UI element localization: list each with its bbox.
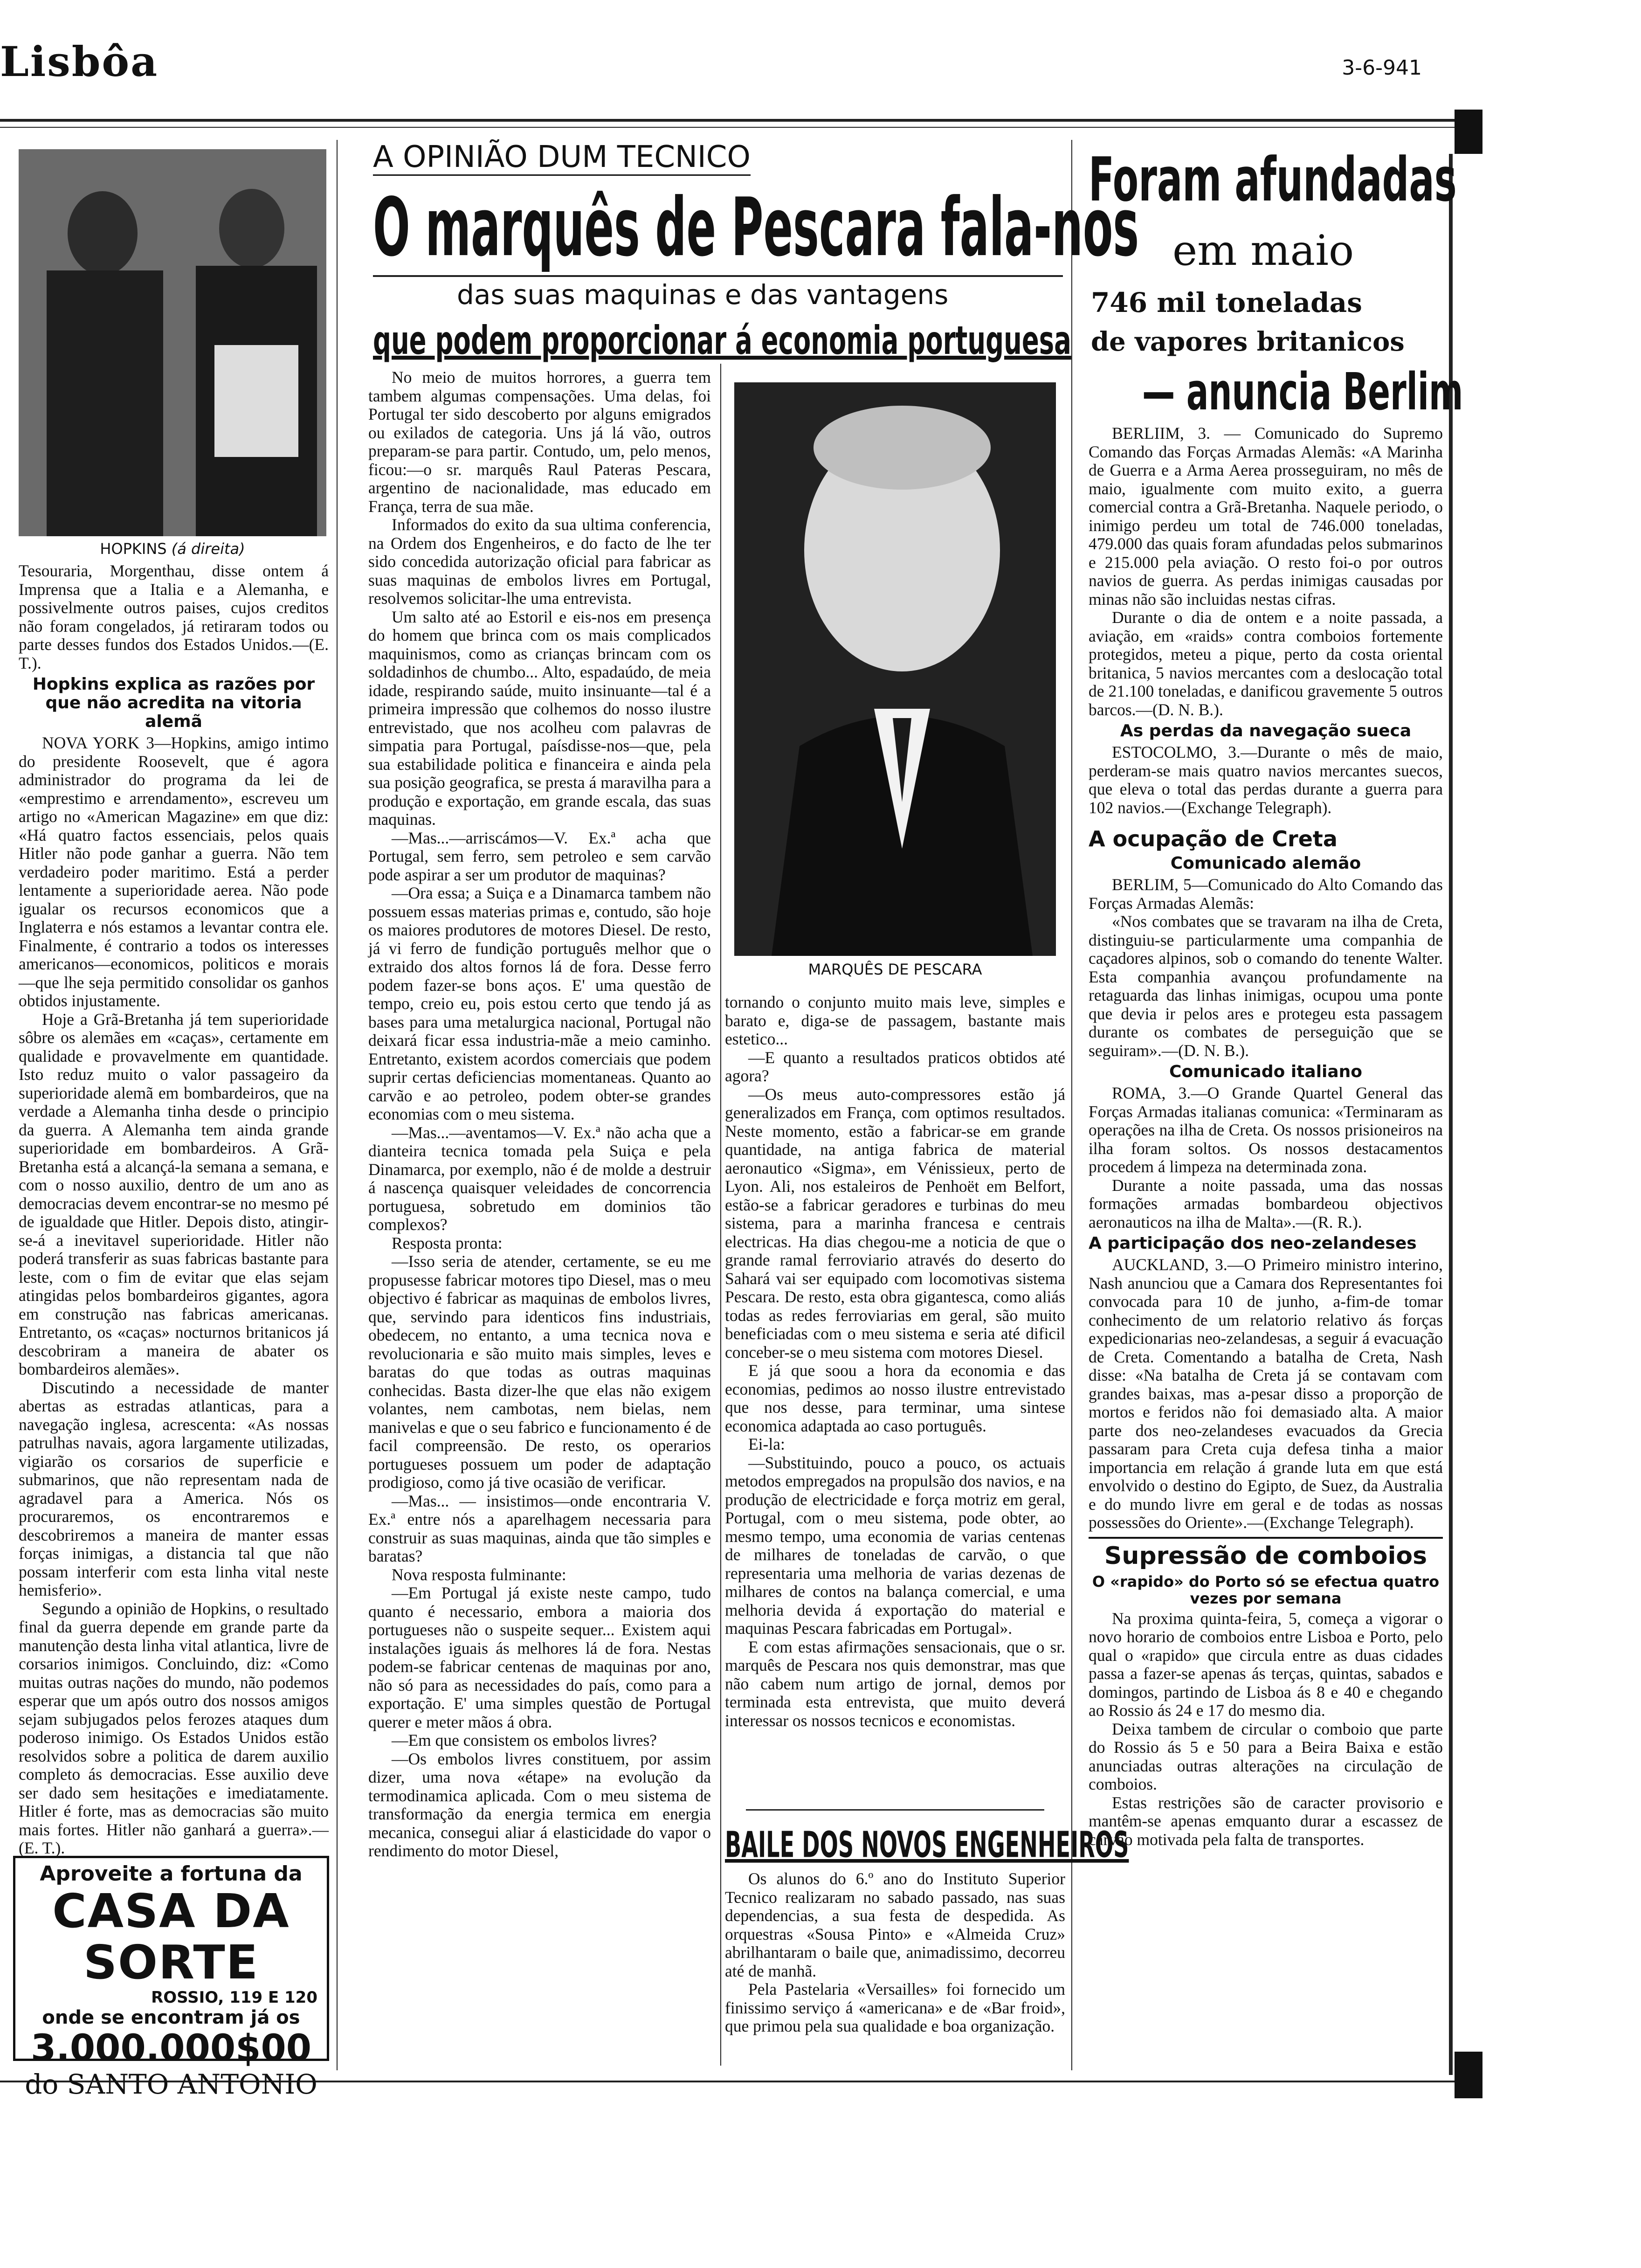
paragraph: Hoje a Grã-Bretanha já tem superioridade sôbre os alemães em «caças», certamente em qualidade e provavelmente em quantidade. Isto reduz muito o valor passageiro da superioridade alemã em bombardeiros, que na verdade a Alemanha tinha desde o principio da guerra. A Alemanha tem ainda grande superioridade em bombardeiros. A Grã-Bretanha está a alcançá-la semana a semana, e com o nosso auxilio, dentro de um ano as democracias devem encontrar-se no mesmo pé de igualdade que Hitler. Depois disto, atingir-se-á a inevitavel superioridade. Hitler não poderá transferir as suas fabricas bastante para leste, com o fim de evitar que elas sejam atingidas pelos bombardeiros gigantes, agora em construção nas fabricas americanas. Entretanto, os «caças» nocturnos britanicos já descobriram a maneira de abater os bombardeiros alemães». bbox=[19, 1010, 329, 1378]
portrait-icon bbox=[734, 382, 1056, 956]
ad-brand: CASA DA SORTE bbox=[52, 1884, 290, 1990]
masthead-title: Lisbôa bbox=[0, 37, 159, 86]
paragraph: —Em que consistem os embolos livres? bbox=[392, 1731, 657, 1749]
ad-address: ROSSIO, 119 E 120 bbox=[151, 1988, 317, 2007]
headline bbox=[373, 180, 1139, 275]
hopkins-heading: Hopkins explica as razões por que não acredita na vitoria alemã bbox=[32, 675, 315, 731]
paragraph: Ei-la: bbox=[748, 1435, 785, 1453]
paragraph: —Os meus auto-compressores estão já generalizados em França, com optimos resultados. Neste momento, estão a fabricar-se em grande quantidade, na antiga fabrica de material aeronautico «Sigma», em Vénissieux, perto de Lyon. Ali, nos estaleiros de Penhoët em Belfort, estão-se a fabricar geradores e turbinas do meu sistema, para a marinha francesa e centrais electricas. Ha dias chegou-me a noticia de que o grande ramal ferroviario através do deserto do Sahará vai ser equipado com locomotivas sistema Pescara. De resto, esta obra gigantesca, como aliás todas as redes ferroviarias em geral, são muito beneficiadas com o meu sistema e seria até dificil conceber-se o meu sistema com motores Diesel. bbox=[725, 1085, 1065, 1362]
headline-rule bbox=[373, 275, 1063, 277]
corner-block-top bbox=[1455, 110, 1482, 154]
paragraph: Nova resposta fulminante: bbox=[392, 1565, 566, 1584]
section-rule bbox=[1089, 1537, 1443, 1539]
issue-date: 3-6-941 bbox=[1342, 56, 1422, 80]
paragraph: tornando o conjunto muito mais leve, simples e barato e, diga-se de passagem, bastante mais estetico... bbox=[725, 993, 1065, 1048]
paragraph: Na proxima quinta-feira, 5, começa a vigorar o novo horario de comboios entre Lisboa e Porto, pelo qual o «rapido» que circula entre as duas cidades passa a fazer-se apenas ás terças, quintas, sabados e domingos, partindo de Lisboa ás 8 e 40 e chegando ao Rossio ás 24 e 17 do mesmo dia. bbox=[1089, 1609, 1443, 1720]
ad-line: Aproveite a fortuna da bbox=[40, 1862, 303, 1886]
paragraph: Segundo a opinião de Hopkins, o resultado final da guerra depende em grande parte da manutenção desta linha vital atlantica, livre de corsarios inimigos. Concluindo, diz: «Como muitas outras nações do mundo, não podemos esperar que um após outro dos nossos amigos sejam subjugados pelos ferozes ataques dum poderoso inimigo. Os Estados Unidos estão resolvidos sobre a politica de darem auxilio completo ás democracias. Esse auxilio deve ser dado sem hesitações e imediatamente. Hitler é forte, mas as democracias são muito mais fortes. Hitler não ganhará a guerra».—(E. T.). bbox=[19, 1599, 329, 1857]
paragraph: «Nos combates que se travaram na ilha de Creta, distinguiu-se particularmente uma companhia de caçadores alpinos, sob o comando do tenente Walter. Esta companhia avançou profundamente na retaguarda das linhas inimigas, ocupou uma ponte que devia ir pelos ares e protegeu esta passagem durante os combates de perseguição que se seguiram».—(D. N. B.). bbox=[1089, 912, 1443, 1060]
paragraph: No meio de muitos horrores, a guerra tem tambem algumas compensações. Uma delas, foi Portugal ter sido descoberto por alguns emigrados ou exilados de categoria. Uns já lá vão, outros preparam-se para partir. Contudo, um, pelo menos, ficou:—o sr. marquês Raul Pateras Pescara, argentino de nacionalidade, mas educado em França, terra de sua mãe. bbox=[368, 368, 711, 516]
right-headline-1: Foram afundadas bbox=[1089, 144, 1457, 215]
paragraph: Durante a noite passada, uma das nossas formações armadas bombardeou objectivos aeronauticos na ilha de Malta».—(R. R.). bbox=[1089, 1175, 1443, 1231]
right-headline-2: em maio bbox=[1172, 226, 1354, 275]
paragraph: E com estas afirmações sensacionais, que o sr. marquês de Pescara nos quis demonstrar, mas que não cabem num artigo de jornal, demos por terminada esta entrevista, que muito deverá interessar os nossos tecnicos e economistas. bbox=[725, 1637, 1065, 1730]
baile-title: BAILE DOS NOVOS ENGENHEIROS bbox=[725, 1824, 1129, 1866]
ad-line: do SANTO ANTONIO bbox=[25, 2068, 317, 2100]
paragraph: NOVA YORK 3—Hopkins, amigo intimo do presidente Roosevelt, que é agora administrador do programa da lei de «emprestimo e arrendamento», escreveu um artigo no «American Magazine» em que diz: «Há quatro factos essenciais, pelos quais Hitler não pode ganhar a guerra. Não tem verdadeiro poder maritimo. Está a perder lentamente a superioridade aerea. Não pode igualar os recursos economicos que a Inglaterra e nós estamos a levantar contra ele. Finalmente, é contrario a todos os interesses americanos—economicos, politicos e morais—que lhe seja permitido consolidar os ganhos obtidos injustamente. bbox=[19, 733, 329, 1010]
column-divider bbox=[720, 364, 721, 2066]
paragraph: Pela Pastelaria «Versailles» foi fornecido um finissimo serviço á «americana» e de «Bar froid», que primou pela sua qualidade e boa organização. bbox=[725, 1980, 1065, 2035]
paragraph: Deixa tambem de circular o comboio que parte do Rossio ás 5 e 50 para a Beira Baixa e estão anunciadas outras alterações na circulação de comboios. bbox=[1089, 1719, 1443, 1793]
paragraph: E já que soou a hora da economia e das economias, pedimos ao nosso ilustre entrevistado que nos desse, para terminar, uma sintese economica adaptada ao caso português. bbox=[725, 1361, 1065, 1435]
caption-note: (á direita) bbox=[171, 540, 245, 558]
baile-text bbox=[725, 1870, 1065, 2036]
column-divider bbox=[1071, 140, 1072, 2070]
paragraph: AUCKLAND, 3.—O Primeiro ministro interino, Nash anunciou que a Camara dos Representantes foi convocada para 10 de junho, a-fim-de tomar conhecimento de um relatorio relativo ás forças expedicionarias neo-zelandesas, a seguir á evacuação de Creta. Comentando a batalha de Creta, Nash disse: «Na batalha de Creta já se contavam com grandes baixas, mas a-pesar disso a proporção de mortos e feridos não foi demasiado alta. A maior parte dos neo-zelandeses evacuados da Grecia passaram para Creta cuja defesa tinha a maior importancia em relação á grande luta em que está envolvido o destino do Egipto, de Suez, da Australia e do mundo livre em geral e de todas as nossas possessões do Oriente».—(Exchange Telegraph). bbox=[1089, 1255, 1443, 1532]
headline-text: O marquês de Pescara fala-nos bbox=[373, 181, 1139, 275]
paragraph: —Isso seria de atender, certamente, se eu me propusesse fabricar motores tipo Diesel, mas o meu objectivo é fabricar as maquinas de embolos livres, que, servindo para identicos fins industriais, obedecem, no entanto, a uma tecnica nova e revolucionaria e são muito mais simples, leves e baratas do que todas as outras maquinas conhecidas. Basta dizer-lhe que elas não exigem volantes, nem cambotas, nem bielas, nem manivelas e que o seu fabrico e funcionamento é de facil compreensão. De resto, os operarios portugueses possuem um poder de adaptação prodigioso, como já tive ocasião de verificar. bbox=[368, 1252, 711, 1492]
deck-line: das suas maquinas e das vantagens bbox=[457, 279, 949, 311]
center-col-b bbox=[725, 993, 1065, 1730]
casa-da-sorte-ad bbox=[13, 1856, 329, 2100]
paragraph: —Em Portugal já existe neste campo, tudo quanto é necessario, embora a maioria dos portugueses não o suspeite sequer... Existem aqui instalações iguais ás melhores lá de fora. Nestas podem-se fabricar centenas de maquinas por ano, não só para as necessidades do país, como para a exportação. E' uma simples questão de Portugal querer e meter mãos á obra. bbox=[368, 1583, 711, 1731]
comboios-subheading: O «rapido» do Porto só se efectua quatro vezes por semana bbox=[1092, 1572, 1440, 1607]
paragraph: BERLIM, 5—Comunicado do Alto Comando das Forças Armadas Alemãs: bbox=[1089, 875, 1443, 913]
alemao-heading: Comunicado alemão bbox=[1170, 854, 1361, 873]
deck-bold-text: que podem proporcionar á economia portuguesa bbox=[373, 318, 1071, 363]
kicker: A OPINIÃO DUM TECNICO bbox=[373, 140, 751, 176]
top-rule-thin bbox=[0, 127, 1455, 128]
caption-name: HOPKINS bbox=[100, 540, 167, 558]
paragraph: Um salto até ao Estoril e eis-nos em presença do homem que brinca com os mais complicados maquinismos, como as crianças brincam com os soldadinhos de chumbo... Alto, espadaúdo, de meia idade, respirando saúde, muito insinuante—tal é a primeira impressão que colhemos do nosso ilustre entrevistado, que nos acolheu com palavras de simpatia para Portugal, paísdisse-nos—que, pela sua estabilidade politica e financeira e ainda pela sua posição geografica, se presta á maravilha para a produção e exportação, em grande escala, das suas maquinas. bbox=[368, 607, 711, 829]
paragraph: —Os embolos livres constituem, por assim dizer, uma nova «étape» na evolução da termodinamica aplicada. Com o meu sistema de transformação da energia termica em energia mecanica, consegui aliar á elasticidade do vapor o rendimento do motor Diesel, bbox=[368, 1749, 711, 1860]
baile-title-box bbox=[725, 1823, 1129, 1866]
corner-block-bottom bbox=[1455, 2052, 1482, 2098]
ad-amount: 3.000.000$00 bbox=[31, 2027, 311, 2069]
right-headline-5: — anuncia Berlim bbox=[1142, 362, 1463, 422]
right-headline-3: 746 mil toneladas bbox=[1091, 287, 1362, 318]
nz-heading: A participação dos neo-zelandeses bbox=[1089, 1234, 1417, 1253]
hopkins-photo bbox=[19, 149, 326, 536]
right-headline-4: de vapores britanicos bbox=[1091, 326, 1405, 357]
paragraph: Durante o dia de ontem e a noite passada, a aviação, em «raids» contra comboios fortemente protegidos, meteu a pique, perto da costa oriental britanica, 5 navios mercantes com a deslocação total de 21.100 toneladas, e danificou gravemente 5 outros barcos.—(D. N. B.). bbox=[1089, 608, 1443, 719]
ad-line: onde se encontram já os bbox=[42, 2007, 300, 2028]
paragraph: Os alunos do 6.º ano do Instituto Superior Tecnico realizaram no sabado passado, nas suas dependencias, a sua festa de despedida. As orquestras «Sousa Pinto» e «Almeida Cruz» abrilhantaram o baile que, animadissimo, decorreu até de manhã. bbox=[725, 1869, 1065, 1980]
right-column-text bbox=[1089, 424, 1443, 1849]
hopkins-caption bbox=[19, 540, 326, 558]
paragraph: —Mas...—arriscámos—V. Ex.ª acha que Portugal, sem ferro, sem petroleo e sem carvão pode aspirar a ser um produtor de maquinas? bbox=[368, 828, 711, 884]
paragraph: BERLIIM, 3. — Comunicado do Supremo Comando das Forças Armadas Alemãs: «A Marinha de Guerra e a Arma Aerea prosseguiram, no mês de maio, igualmente com muito exito, a guerra comercial contra a Grã-Bretanha. Naquele periodo, o inimigo perdeu um total de 746.000 toneladas, 479.000 das quais foram afundadas pelos submarinos e 215.000 pela aviação. O resto foi-o por outros navios de guerra. As perdas inimigas causadas por minas não são incluidas nestas cifras. bbox=[1089, 424, 1443, 608]
right-headline-5-box bbox=[1142, 362, 1463, 422]
paragraph: Estas restrições são de caracter provisorio e mantêm-se apenas emquanto durar a escassez de carvão motivada pela falta de transportes. bbox=[1089, 1793, 1443, 1849]
column-divider bbox=[337, 140, 338, 2070]
paragraph: —Ora essa; a Suiça e a Dinamarca tambem não possuem essas materias primas e, contudo, são hoje os maiores produtores de motores Diesel. De resto, já vi ferro de fundição português melhor que o extraido dos altos fornos lá de fora. Desse ferro podem fazer-se bons aços. E' uma questão de tempo, creio eu, pois estou certo que tendo já as bases para uma metalurgica nacional, Portugal não deixará ficar essa industria-mãe a meio caminho. Entretanto, existem acordos comerciais que podem suprir certas deficiencias momentaneas. Quanto ao carvão e ao petroleo, podem obter-se grandes economias com o meu sistema. bbox=[368, 884, 711, 1123]
sueca-heading: As perdas da navegação sueca bbox=[1120, 721, 1412, 740]
paragraph: —E quanto a resultados praticos obtidos até agora? bbox=[725, 1048, 1065, 1085]
left-column-text bbox=[19, 562, 329, 1858]
comboios-heading: Supressão de comboios bbox=[1104, 1542, 1427, 1570]
paragraph: Resposta pronta: bbox=[392, 1233, 503, 1252]
top-rule bbox=[0, 119, 1455, 122]
paragraph: ROMA, 3.—O Grande Quartel General das Forças Armadas italianas comunica: «Terminaram as operações na ilha de Creta. Os nossos prisioneiros na ilha foram soltos. Os nossos destacamentos procedem á limpeza na determinada zona. bbox=[1089, 1084, 1443, 1176]
italiano-heading: Comunicado italiano bbox=[1169, 1062, 1363, 1081]
intro-paragraph: Tesouraria, Morgenthau, disse ontem á Imprensa que a Italia e a Alemanha, e possivelmente outros paises, cujos creditos não foram congelados, já retiraram todos ou parte desses fundos dos Estados Unidos.—(E. T.). bbox=[19, 561, 329, 672]
paragraph: —Mas...—aventamos—V. Ex.ª não acha que a dianteira tecnica tomada pela Suiça e pela Dinamarca, por exemplo, não é de molde a destruir á nascença quaisquer veleidades de concorrencia portuguesa, sobretudo em dominios tão complexos? bbox=[368, 1123, 711, 1234]
paragraph: ESTOCOLMO, 3.—Durante o mês de maio, perderam-se mais quatro navios mercantes suecos, que eleva o total das perdas durante a guerra para 102 navios.—(Exchange Telegraph). bbox=[1089, 743, 1443, 817]
paragraph: —Substituindo, pouco a pouco, os actuais metodos empregados na propulsão dos navios, e na produção de electricidade e força motriz em geral, Portugal, com o meu sistema, pode obter, ao mesmo tempo, uma economia de varias centenas de milhares de toneladas de carvão, o que representaria uma melhoria de varias dezenas de milhares de contos na balança comercial, e uma melhoria devida á exportação do material e maquinas Pescara fabricadas em Portugal». bbox=[725, 1453, 1065, 1638]
right-headline-box bbox=[1089, 144, 1457, 215]
photo-icon bbox=[19, 149, 326, 536]
paragraph: —Mas... — insistimos—onde encontraria V. Ex.ª entre nós a aparelhagem necessaria para construir as suas maquinas, ainda que tão simples e baratas? bbox=[368, 1491, 711, 1565]
paragraph: Discutindo a necessidade de manter abertas as estradas atlanticas, para a navegação inglesa, acrescenta: «As nossas patrulhas navais, agora largamente utilizadas, vigiarão os corsarios de superficie e submarinos, que não representam nada de agradavel para a America. Nós os procuraremos, os encontraremos e descobriremos a maneira de manter essas forças inimigas, a distancia tal que não possam interferir com esta linha vital neste hemisferio». bbox=[19, 1378, 329, 1599]
paragraph: Informados do exito da sua ultima conferencia, na Ordem dos Engenheiros, e do facto de lhe ter sido concedida autorização oficial para fabricar as suas maquinas de embolos livres em Portugal, resolvemos solicitar-lhe uma entrevista. bbox=[368, 515, 711, 608]
right-border bbox=[1449, 154, 1453, 2075]
center-col-a bbox=[368, 368, 711, 1860]
pescara-photo bbox=[734, 382, 1056, 956]
deck-line-bold bbox=[373, 317, 1071, 368]
pescara-caption: MARQUÊS DE PESCARA bbox=[808, 961, 982, 978]
creta-heading: A ocupação de Creta bbox=[1089, 826, 1338, 851]
baile-divider bbox=[746, 1809, 1044, 1811]
